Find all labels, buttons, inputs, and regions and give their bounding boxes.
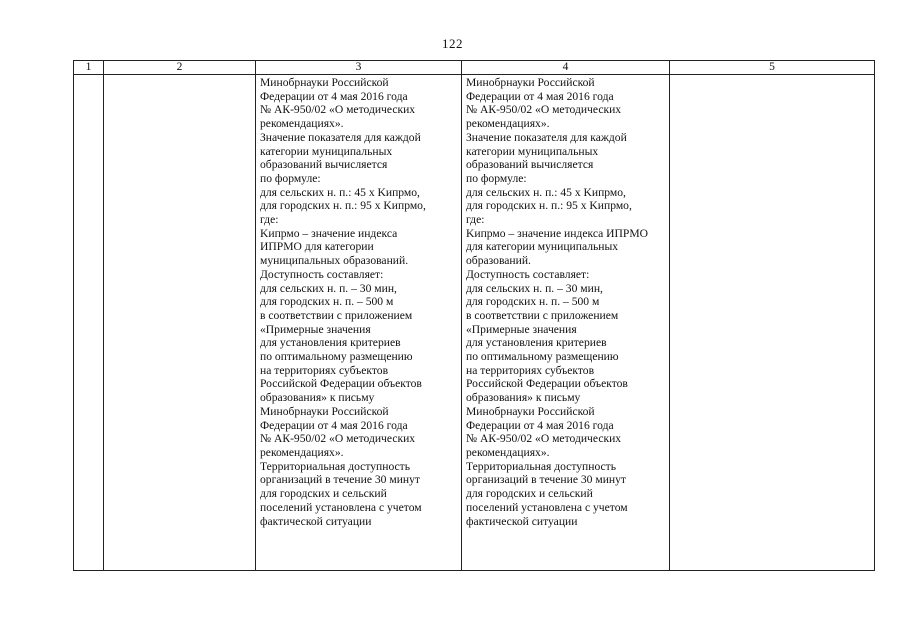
cell-text-line: фактической ситуации (260, 514, 372, 528)
cell-text-line: образования» к письму (466, 391, 581, 405)
cell-text-line: где: (260, 213, 279, 227)
cell-col3 (256, 75, 462, 571)
cell-text-line: Территориальная доступность (466, 459, 617, 473)
cell-text-line: № АК-950/02 «О методических (466, 103, 622, 117)
cell-text-line: на территориях субъектов (260, 363, 389, 377)
table-row (74, 75, 875, 571)
cell-text-line: Минобрнауки Российской (260, 76, 389, 89)
cell-text-line: в соответствии с приложением (260, 308, 413, 322)
cell-text-line: Минобрнауки Российской (466, 76, 595, 89)
cell-text-line: по формуле: (260, 171, 321, 185)
cell-text-line: № АК-950/02 «О методических (260, 432, 416, 446)
cell-text-line: рекомендациях». (466, 117, 550, 131)
cell-text-line: для сельских н. п.: 45 x Kипрмо, (260, 185, 420, 199)
cell-text-line: для городских и сельский (260, 487, 387, 501)
document-table (73, 60, 875, 571)
cell-text-line: Федерации от 4 мая 2016 года (260, 418, 408, 432)
cell-text-line: № АК-950/02 «О методических (260, 103, 416, 117)
cell-text-line: Kипрмо – значение индекса (260, 226, 398, 240)
cell-text-line: где: (466, 213, 485, 227)
cell-text-line: Доступность составляет: (260, 267, 384, 281)
cell-text-line: Территориальная доступность (260, 459, 411, 473)
cell-col2-text (104, 75, 255, 76)
cell-text-line: образования» к письму (260, 391, 375, 405)
cell-text-line: Минобрнауки Российской (466, 404, 595, 418)
cell-col1-text (74, 75, 103, 76)
cell-col2 (104, 75, 256, 571)
table-header-row (74, 61, 875, 75)
cell-text-line: № АК-950/02 «О методических (466, 432, 622, 446)
cell-text-line: для установления критериев (260, 336, 401, 350)
cell-text-line: Федерации от 4 мая 2016 года (260, 89, 408, 103)
cell-text-line: Российской Федерации объектов (260, 377, 422, 391)
cell-col4-text (462, 75, 669, 528)
cell-text-line: поселений установлена с учетом (260, 500, 422, 514)
cell-text-line: поселений установлена с учетом (466, 500, 628, 514)
cell-text-line: ИПРМО для категории (260, 240, 374, 254)
cell-col5 (670, 75, 875, 571)
cell-text-line: рекомендациях». (260, 445, 344, 459)
cell-text-line: Значение показателя для каждой (260, 130, 421, 144)
cell-text-line: для сельских н. п.: 45 x Kипрмо, (466, 185, 626, 199)
column-header-1: 1 (74, 61, 104, 75)
cell-text-line: образований. (466, 254, 531, 268)
cell-text-line: Федерации от 4 мая 2016 года (466, 418, 614, 432)
cell-text-line: образований вычисляется (260, 158, 388, 172)
cell-col3-text (256, 75, 461, 528)
cell-text-line: в соответствии с приложением (466, 308, 619, 322)
cell-text-line: для категории муниципальных (466, 240, 619, 254)
cell-text-line: категории муниципальных (466, 144, 599, 158)
cell-text-line: для сельских н. п. – 30 мин, (466, 281, 603, 295)
cell-text-line: «Примерные значения (260, 322, 371, 336)
cell-text-line: Российской Федерации объектов (466, 377, 628, 391)
cell-text-line: образований вычисляется (466, 158, 594, 172)
cell-text-line: категории муниципальных (260, 144, 393, 158)
cell-text-line: на территориях субъектов (466, 363, 595, 377)
cell-text-line: рекомендациях». (260, 117, 344, 131)
cell-text-line: для городских и сельский (466, 487, 593, 501)
cell-col4 (462, 75, 670, 571)
cell-text-line: по оптимальному размещению (260, 350, 413, 364)
column-header-5: 5 (670, 61, 875, 75)
cell-text-line: для городских н. п. – 500 м (466, 295, 600, 309)
cell-text-line: рекомендациях». (466, 445, 550, 459)
cell-text-line: для установления критериев (466, 336, 607, 350)
cell-text-line: для городских н. п.: 95 x Kипрмо, (260, 199, 426, 213)
cell-text-line: Минобрнауки Российской (260, 404, 389, 418)
cell-text-line: для сельских н. п. – 30 мин, (260, 281, 397, 295)
cell-text-line: организаций в течение 30 минут (260, 473, 420, 487)
cell-text-line: «Примерные значения (466, 322, 577, 336)
cell-text-line: Значение показателя для каждой (466, 130, 627, 144)
cell-text-line: фактической ситуации (466, 514, 578, 528)
cell-col5-text (670, 75, 874, 76)
cell-text-line: для городских н. п.: 95 x Kипрмо, (466, 199, 632, 213)
cell-text-line: Kипрмо – значение индекса ИПРМО (466, 226, 649, 240)
cell-text-line: организаций в течение 30 минут (466, 473, 626, 487)
cell-text-line: Доступность составляет: (466, 267, 590, 281)
column-header-4: 4 (462, 61, 670, 75)
column-header-3: 3 (256, 61, 462, 75)
cell-col1 (74, 75, 104, 571)
cell-text-line: по формуле: (466, 171, 527, 185)
column-header-2: 2 (104, 61, 256, 75)
cell-text-line: Федерации от 4 мая 2016 года (466, 89, 614, 103)
cell-text-line: для городских н. п. – 500 м (260, 295, 394, 309)
page-number: 122 (442, 36, 463, 51)
cell-text-line: муниципальных образований. (260, 254, 409, 268)
cell-text-line: по оптимальному размещению (466, 350, 619, 364)
